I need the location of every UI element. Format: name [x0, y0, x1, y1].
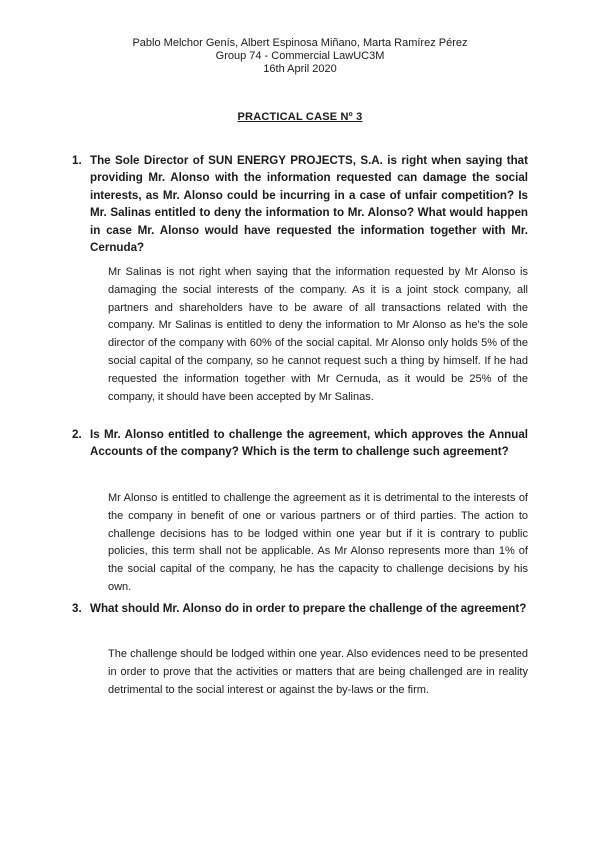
- group-line: Group 74 - Commercial LawUC3M: [215, 50, 385, 62]
- question-3-text: What should Mr. Alonso do in order to prepare the challenge of the agreement?: [90, 602, 527, 615]
- answer-1: Mr Salinas is not right when saying that the information requested by Mr Alonso is damaging the social interests of the company. As it is a joint stock company, all partners and shareholders have to be aware of all transactions related with the company. Mr Salinas is entitled to deny the information to Mr Alonso as he's the sole director of the company with 60% of the social capital. Mr Alonso only holds 5% of the social capital of the company, so he cannot request such a thing by himself. If he had requested the information together with Mr Cernuda, as it would be 25% of the company, it should have been accepted by Mr Salinas.: [108, 266, 528, 403]
- question-1: [72, 152, 528, 256]
- date-line: 16th April 2020: [263, 63, 337, 75]
- question-2: [72, 426, 528, 461]
- answer-2: Mr Alonso is entitled to challenge the agreement as it is detrimental to the interests of the company in benefit of one or various partners or of third parties. The action to challenge decisions has to be lodged within one year but if it is contrary to public policies, this term shall not be applicable. As Mr Alonso represents more than 1% of the social capital of the company, he has the capacity to challenge decisions by his own.: [108, 492, 528, 593]
- question-1-text: The Sole Director of SUN ENERGY PROJECTS, S.A. is right when saying that providing Mr. Alonso with the information requested can damage the social interests, as Mr. Alonso could be incurring in a case of unfair competition? Is Mr. Salinas entitled to deny the information to Mr. Alonso? What would happen in case Mr. Alonso would have requested the information together with Mr. Cernuda?: [90, 154, 528, 255]
- answer-3: The challenge should be lodged within one year. Also evidences need to be presented in order to prove that the activities or matters that are being challenged are in reality detrimental to the social interest or against the by-laws or the firm.: [108, 648, 528, 696]
- question-3-number: 3.: [72, 602, 82, 615]
- question-2-text: Is Mr. Alonso entitled to challenge the agreement, which approves the Annual Accounts of the company? Which is the term to challenge such agreement?: [90, 428, 528, 459]
- authors-line: Pablo Melchor Genís, Albert Espinosa Miñano, Marta Ramírez Pérez: [132, 37, 468, 49]
- document-header: [0, 37, 600, 76]
- question-2-number: 2.: [72, 428, 82, 441]
- question-1-number: 1.: [72, 154, 82, 167]
- document-title: PRACTICAL CASE Nº 3: [237, 111, 363, 123]
- question-3: [72, 600, 528, 617]
